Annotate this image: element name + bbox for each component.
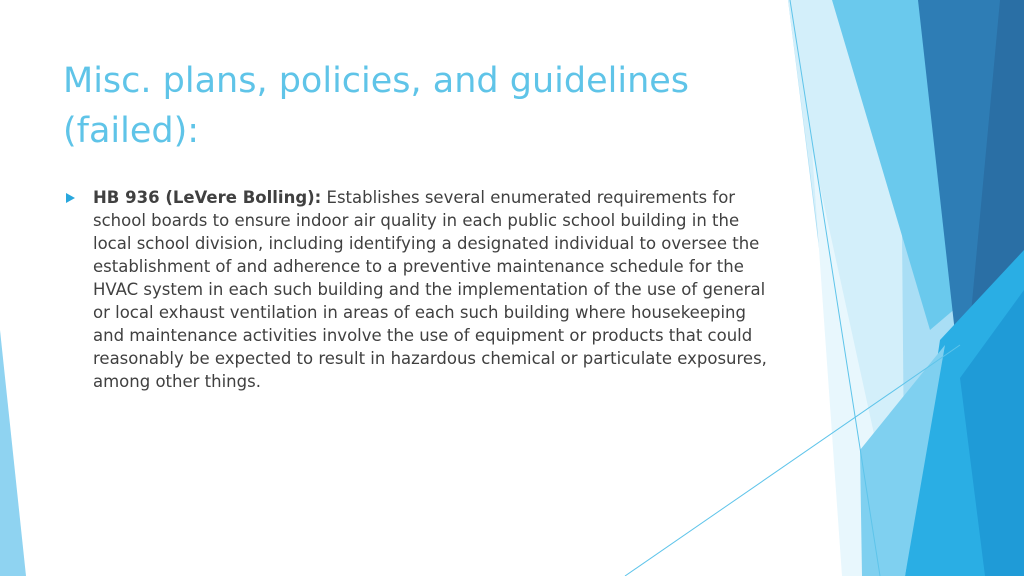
left-edge-shape [0,330,26,576]
slide-title: Misc. plans, policies, and guidelines (failed): [63,61,690,151]
bill-description: Establishes several enumerated requirements for school boards to ensure indoor air quality in each public school building in the local school division, including identifying a designated individual to oversee the establishment of and adherence to a preventive maintenance schedule for the HVAC system in each such building and the implementation of the use of general or local exhaust ventilation in areas of each such building where housekeeping and maintenance activities involve the use of equipment or products that could reasonably be expected to result in hazardous chemical or particulate exposures, among other things. [93,188,767,391]
bill-label: HB 936 (LeVere Bolling): [93,188,322,207]
bullet-list [64,186,776,393]
triangle-bullet-icon [66,193,75,203]
bullet-item [64,186,776,393]
